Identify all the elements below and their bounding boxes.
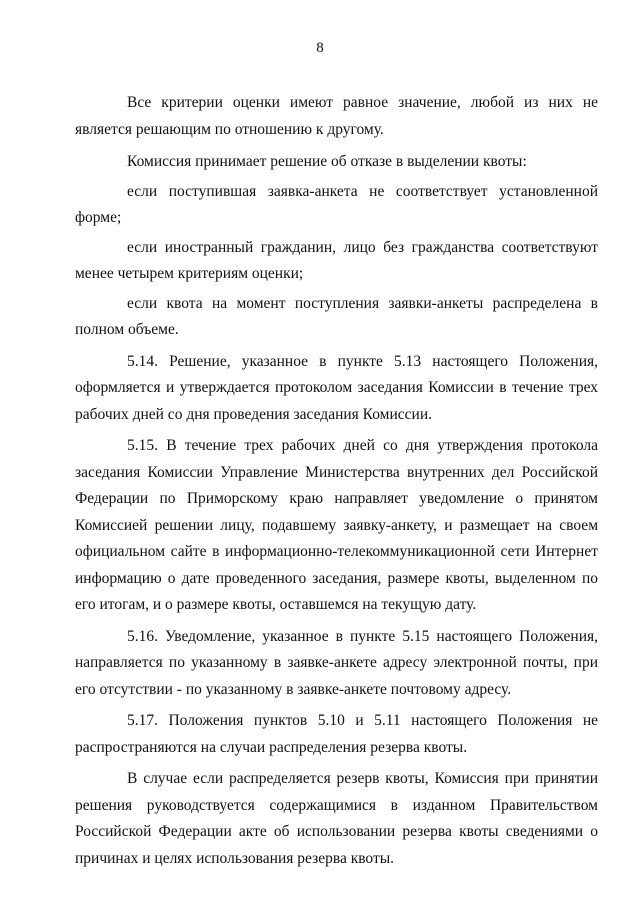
paragraph-5-14: 5.14. Решение, указанное в пункте 5.13 настоящего Положения, оформляется и утверждается протоколом заседания Комиссии в течение трех рабочих дней со дня проведения заседания Комиссии.	[75, 352, 598, 423]
paragraph-5-15: 5.15. В течение трех рабочих дней со дня утверждения протокола заседания Комиссии Управление Министерства внутренних дел Российской Федерации по Приморскому краю направляет уведомление о принятом Комиссией решении лицу, подавшему заявку-анкету, и размещает на своем официальном сайте в информационно-телекоммуникационной сети Интернет информацию о дате проведенного заседания, размере квоты, выделенном по его итогам, и о размере квоты, оставшемся на текущую дату.	[75, 437, 598, 613]
paragraph-refusal-quota: если квота на момент поступления заявки-анкеты распределена в полном объеме.	[75, 294, 598, 338]
paragraph-5-16: 5.16. Уведомление, указанное в пункте 5.15 настоящего Положения, направляется по указанному в заявке-анкете адресу электронной почты, при его отсутствии - по указанному в заявке-анкете почтовому адресу.	[75, 627, 598, 698]
paragraph-5-17: 5.17. Положения пунктов 5.10 и 5.11 настоящего Положения не распространяются на случаи распределения резерва квоты.	[75, 712, 598, 756]
paragraph-refusal-criteria: если иностранный гражданин, лицо без гражданства соответствуют менее четырем критериям оценки;	[75, 238, 598, 282]
paragraph-reserve: В случае если распределяется резерв квоты, Комиссия при принятии решения руководствуется содержащимися в изданном Правительством Российской Федерации акте об использовании резерва квоты сведениями о причинах и целях использования резерва квоты.	[75, 770, 598, 867]
paragraph-criteria-equal: Все критерии оценки имеют равное значение, любой из них не является решающим по отношению к другому.	[75, 94, 598, 138]
page-number: 8	[316, 40, 324, 56]
paragraph-refusal-intro: Комиссия принимает решение об отказе в выделении квоты:	[127, 153, 527, 170]
document-body	[75, 90, 598, 872]
paragraph-refusal-form: если поступившая заявка-анкета не соответствует установленной форме;	[75, 182, 598, 226]
